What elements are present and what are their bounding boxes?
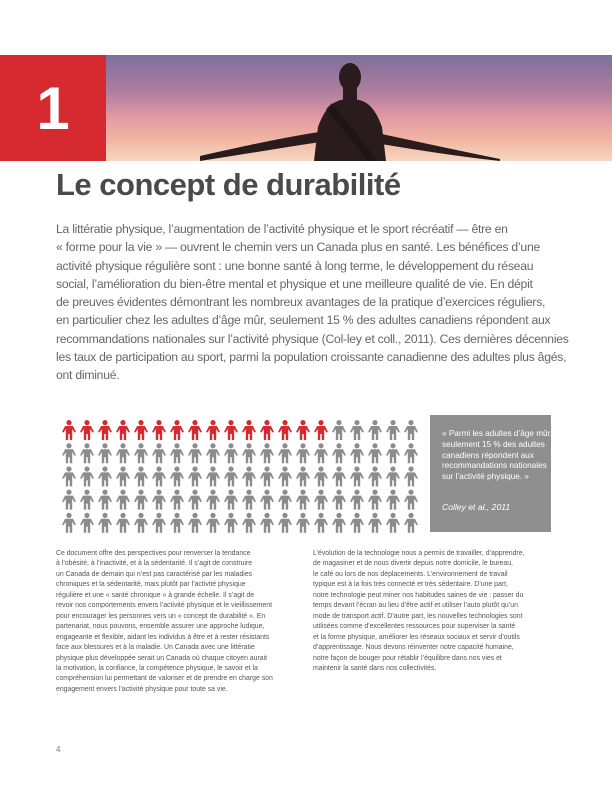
person-icon (260, 420, 274, 440)
man-with-open-arms-sunset-photo (200, 55, 500, 161)
body-line: revoir nos comportements envers l’activité physique et le vieillissement (56, 602, 272, 610)
hero-banner (0, 55, 612, 161)
person-icon (386, 513, 400, 533)
person-icon (242, 513, 256, 533)
body-line: le café ou lors de nos déplacements. L’environnement de travail (313, 570, 508, 578)
person-icon (116, 466, 130, 486)
person-icon (224, 490, 238, 510)
person-icon (134, 513, 148, 533)
person-icon (98, 513, 112, 533)
person-icon (350, 420, 364, 440)
person-icon (386, 466, 400, 486)
body-line: face aux blessures et à la maladie. Un Canada avec une littératie (56, 644, 255, 652)
person-icon (98, 420, 112, 440)
person-icon (134, 490, 148, 510)
body-line: L’évolution de la technologie nous a permis de travailler, d’apprendre, (313, 550, 525, 557)
person-icon (260, 466, 274, 486)
person-icon (188, 466, 202, 486)
body-line: notre façon de bouger pour rétablir l’équilibre dans nos vies et (313, 654, 502, 662)
person-icon (170, 420, 184, 440)
body-line: et la forme physique, améliorer les réseaux sociaux et servir d’outils (313, 633, 520, 641)
person-icon (314, 513, 328, 533)
quote-source: Colley et al., 2011 (442, 502, 511, 512)
body-line: partenariat, nous pouvons, ensemble assurer une approche ludique, (56, 623, 265, 631)
person-icon (278, 466, 292, 486)
quote-line: recommandations nationales (442, 461, 547, 471)
person-icon (98, 443, 112, 463)
person-icon (62, 466, 76, 486)
person-icon (296, 466, 310, 486)
person-icon (386, 443, 400, 463)
person-icon (404, 420, 418, 440)
intro-line: de preuves évidentes démontrant les nombreux avantages de la pratique d’exercices réguliers, (56, 295, 546, 310)
person-icon (152, 420, 166, 440)
person-icon (170, 466, 184, 486)
person-icon (368, 420, 382, 440)
left-column-text (56, 549, 301, 695)
person-icon (116, 420, 130, 440)
person-icon (98, 466, 112, 486)
body-line: maintenir la santé dans nos collectivités. (313, 664, 437, 672)
person-icon (350, 490, 364, 510)
person-icon (188, 490, 202, 510)
body-line: mode de transport actif. D’autre part, les nouvelles technologies sont (313, 612, 523, 620)
body-line: d’apprentissage. Nous devons réinventer notre capacité humaine, (313, 644, 514, 652)
person-icon (62, 490, 76, 510)
person-icon (170, 443, 184, 463)
intro-line: « forme pour la vie » — ouvrent le chemin vers un Canada plus en santé. Les bénéfices d’une (56, 240, 541, 255)
person-icon (152, 513, 166, 533)
body-line: compréhension lui permettant de valoriser et de prendre en charge son (56, 675, 273, 683)
person-icon (350, 466, 364, 486)
body-line: pour encourager les personnes vers un « concept de durabilité ». En (56, 612, 266, 620)
person-icon (116, 513, 130, 533)
intro-line: ont diminué. (56, 368, 120, 383)
quote-line: « Parmi les adultes d’âge mûr, (442, 429, 553, 438)
person-icon (224, 443, 238, 463)
person-icon (332, 490, 346, 510)
person-icon (80, 420, 94, 440)
person-icon (134, 420, 148, 440)
person-icon (368, 490, 382, 510)
person-icon (188, 420, 202, 440)
person-icon (368, 513, 382, 533)
person-icon (98, 490, 112, 510)
person-icon (296, 513, 310, 533)
person-icon (80, 490, 94, 510)
person-icon (188, 443, 202, 463)
person-icon (332, 420, 346, 440)
person-icon (224, 513, 238, 533)
person-icon (206, 443, 220, 463)
person-icon (332, 466, 346, 486)
right-column-text (313, 549, 558, 674)
person-icon (278, 513, 292, 533)
person-icon (368, 443, 382, 463)
intro-line: social, l’amélioration du bien-être mental et physique et une meilleure qualité de vie. En dépit (56, 276, 533, 291)
person-icon (224, 420, 238, 440)
intro-line: activité physique régulière sont : une bonne santé à long terme, le développement du réseau (56, 258, 534, 273)
intro-paragraph (56, 220, 569, 385)
person-icon (116, 443, 130, 463)
quote-line: sur l’activité physique. » (442, 472, 529, 482)
quote-text (442, 429, 553, 483)
person-icon (206, 420, 220, 440)
person-icon (404, 513, 418, 533)
person-icon (134, 443, 148, 463)
person-icon (404, 490, 418, 510)
person-icon (386, 420, 400, 440)
body-line: de magasiner et de nous divertir depuis notre domicile, le bureau, (313, 560, 513, 568)
page-title: Le concept de durabilité (56, 167, 401, 202)
person-icon (314, 443, 328, 463)
person-icon (296, 420, 310, 440)
person-icon (404, 443, 418, 463)
intro-line: La littératie physique, l’augmentation de l’activité physique et le sport récréatif — être en (56, 222, 508, 236)
person-icon (188, 513, 202, 533)
person-icon (62, 420, 76, 440)
person-icon (62, 513, 76, 533)
person-icon (332, 443, 346, 463)
body-line: physique plus développée serait un Canada où chaque citoyen aurait (56, 654, 268, 662)
person-icon (260, 490, 274, 510)
person-icon (152, 443, 166, 463)
quote-line: seulement 15 % des adultes (442, 439, 545, 449)
person-icon (404, 466, 418, 486)
person-icon (278, 420, 292, 440)
person-icon (152, 466, 166, 486)
person-icon (350, 513, 364, 533)
person-icon (350, 443, 364, 463)
body-line: temps devant l’écran au lieu d’être actif et utiliser l’auto plutôt qu’un (313, 602, 518, 610)
intro-line: les taux de participation au sport, parmi la population croissante canadienne des adultes plus âgés, (56, 350, 567, 365)
body-line: la motivation, la confiance, la compétence physique, le savoir et la (56, 664, 258, 672)
person-icon (170, 490, 184, 510)
person-icon (278, 443, 292, 463)
person-icon (260, 443, 274, 463)
page-number: 4 (56, 745, 61, 754)
person-icon (314, 466, 328, 486)
person-icon (206, 490, 220, 510)
person-icon (242, 466, 256, 486)
person-icon (116, 490, 130, 510)
body-line: à l’obésité, à l’inactivité, et à la sédentarité. Il s’agit de construire (56, 560, 253, 568)
body-line: Ce document offre des perspectives pour renverser la tendance (56, 550, 251, 557)
person-icon (278, 490, 292, 510)
population-infographic (60, 418, 420, 534)
body-line: engagement envers l’activité physique pour toute sa vie. (56, 685, 228, 693)
person-icon (242, 443, 256, 463)
body-line: un Canada de demain qui n’est pas caractérisé par les maladies (56, 570, 253, 578)
chapter-number: 1 (0, 55, 106, 161)
person-icon (62, 443, 76, 463)
person-icon (206, 466, 220, 486)
body-line: régulière et une « santé chronique » à grande échelle. Il s’agit de (56, 591, 255, 599)
person-icon (314, 420, 328, 440)
body-line: engageante et flexible, aidant les individus à être et à rester résistants (56, 633, 270, 641)
pull-quote (430, 415, 551, 532)
body-line: chroniques et la sédentarité, mais plutôt par l’activité physique (56, 581, 246, 589)
person-icon (80, 466, 94, 486)
person-icon (206, 513, 220, 533)
person-icon (332, 513, 346, 533)
body-line: notre technologie peut miner nos habitudes saines de vie : passer du (313, 591, 524, 599)
quote-line: canadiens répondent aux (442, 450, 534, 460)
person-icon (224, 466, 238, 486)
person-icon (242, 490, 256, 510)
person-icon (152, 490, 166, 510)
person-icon (386, 490, 400, 510)
person-icon (80, 443, 94, 463)
person-icon (80, 513, 94, 533)
person-icon (296, 490, 310, 510)
person-icon (242, 420, 256, 440)
person-icon (170, 513, 184, 533)
body-line: utilisées comme d’excellentes ressources pour superviser la santé (313, 623, 516, 631)
person-icon (296, 443, 310, 463)
person-icon (368, 466, 382, 486)
person-icon (314, 490, 328, 510)
person-icon (260, 513, 274, 533)
intro-line: recommandations nationales sur l’activité physique (Col-ley et coll., 2011). Ces dernières décennies (56, 331, 569, 346)
person-icon (134, 466, 148, 486)
intro-line: en particulier chez les adultes d’âge mûr, seulement 15 % des adultes canadiens répondent aux (56, 313, 551, 328)
body-line: typique est à la fois très connecté et très sédentaire. D’une part, (313, 581, 508, 589)
